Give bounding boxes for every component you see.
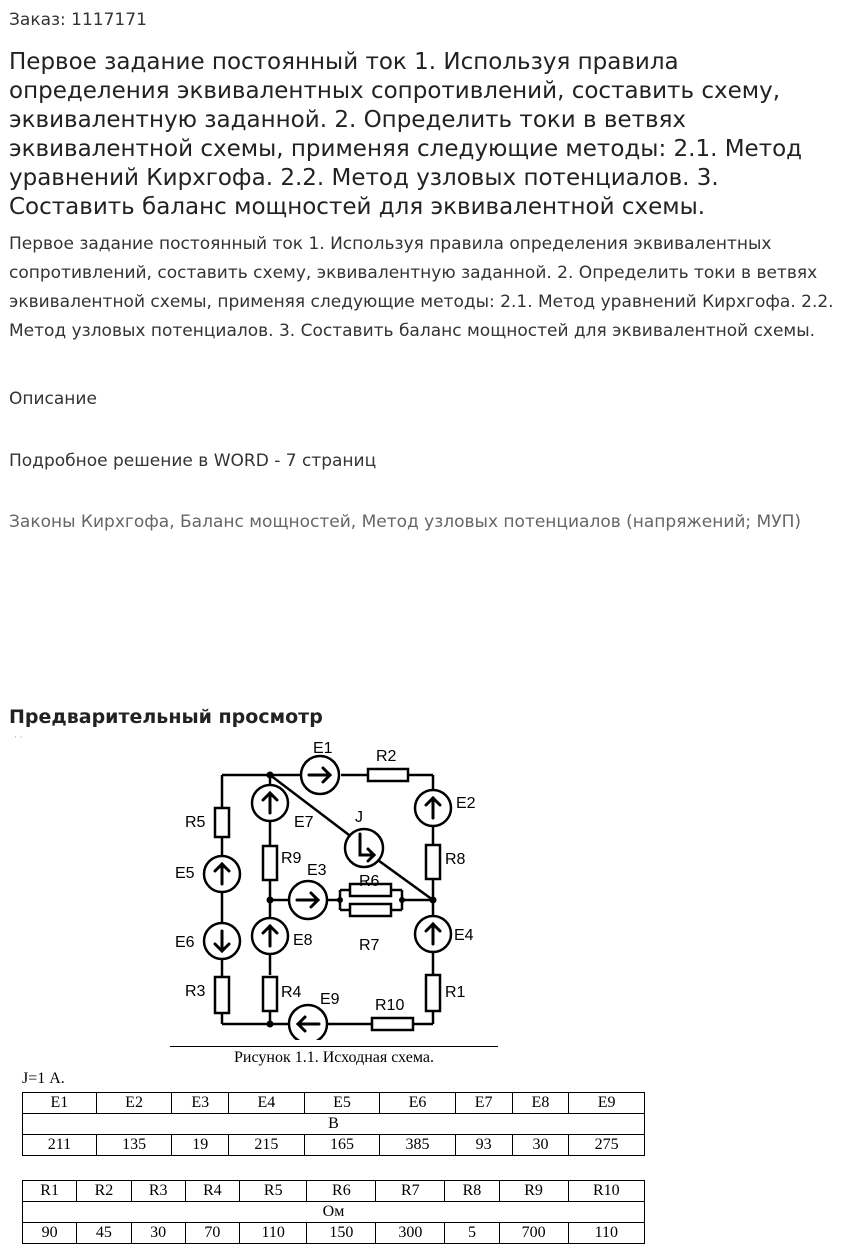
label-r3: R3 — [185, 983, 206, 1000]
resistor-r10 — [372, 1018, 413, 1030]
table-header-cell: E8 — [512, 1093, 569, 1114]
label-r1: R1 — [445, 984, 466, 1001]
resistor-r8 — [426, 845, 440, 879]
task-text: Первое задание постоянный ток 1. Используя правила определения эквивалентных сопротивлений, составить схему, эквивалентную заданной. 2. Определить токи в ветвях эквивалентной схемы, применяя следующие методы: 2.1. Метод уравнений Кирхгофа. 2.2. Метод узловых потенциалов. 3. Составить баланс мощностей для эквивалентной схемы. — [9, 234, 834, 341]
description-text: Подробное решение в WORD - 7 страниц — [9, 451, 377, 471]
preview-mark: · · — [14, 733, 23, 743]
table-header-cell: R3 — [131, 1181, 185, 1202]
tag-link-kirchhoff[interactable]: Законы Кирхгофа — [9, 512, 170, 532]
tag-link-node-potentials[interactable]: Метод узловых потенциалов (напряжений; МУП) — [361, 512, 801, 532]
tag-list — [9, 508, 844, 537]
table-header-cell: E3 — [172, 1093, 229, 1114]
unit-cell: Ом — [23, 1202, 645, 1223]
label-r8: R8 — [445, 851, 466, 868]
table-header-cell: E2 — [96, 1093, 172, 1114]
emf-table — [22, 1092, 645, 1156]
unit-cell: В — [23, 1114, 645, 1135]
current-source-j — [345, 829, 383, 867]
resistor-r1 — [426, 975, 440, 1011]
figure-caption: Рисунок 1.1. Исходная схема. — [234, 1049, 434, 1066]
label-r5: R5 — [185, 814, 206, 831]
table-header-cell: R8 — [445, 1181, 499, 1202]
table-cell: 275 — [569, 1135, 645, 1156]
label-r7: R7 — [359, 937, 380, 954]
table-header-cell: R6 — [307, 1181, 376, 1202]
table-cell: 90 — [23, 1223, 77, 1244]
table-header-cell: R7 — [376, 1181, 445, 1202]
table-cell: 300 — [376, 1223, 445, 1244]
label-e3: E3 — [307, 862, 327, 879]
table-header-cell: E4 — [229, 1093, 305, 1114]
description-heading: Описание — [9, 389, 97, 409]
order-number: Заказ: 1117171 — [9, 10, 147, 30]
table-header-cell: R1 — [23, 1181, 77, 1202]
table-header-cell: R2 — [77, 1181, 131, 1202]
table-cell: 5 — [445, 1223, 499, 1244]
preview-heading: Предварительный просмотр — [9, 706, 323, 728]
resistor-r9 — [263, 846, 277, 880]
label-e6: E6 — [175, 934, 195, 951]
resistor-r2 — [368, 769, 408, 781]
tag-separator: , — [169, 512, 180, 532]
table-cell: 110 — [568, 1223, 644, 1244]
table-cell: 165 — [304, 1135, 380, 1156]
label-j: J — [355, 809, 363, 826]
table-cell: 30 — [131, 1223, 185, 1244]
table-row — [23, 1114, 645, 1135]
resistor-r4 — [263, 977, 277, 1011]
label-r9: R9 — [281, 850, 302, 867]
table-row — [23, 1202, 645, 1223]
label-r2: R2 — [376, 748, 397, 765]
circuit-diagram — [160, 738, 505, 1040]
resistor-r7 — [350, 904, 391, 916]
table-cell: 110 — [240, 1223, 307, 1244]
label-r10: R10 — [375, 997, 405, 1014]
table-row — [23, 1181, 645, 1202]
table-row — [23, 1223, 645, 1244]
table-cell: 215 — [229, 1135, 305, 1156]
resistor-r3 — [215, 977, 229, 1013]
label-e1: E1 — [313, 740, 333, 757]
label-e5: E5 — [175, 865, 195, 882]
table-header-cell: R10 — [568, 1181, 644, 1202]
table-cell: 135 — [96, 1135, 172, 1156]
table-cell: 19 — [172, 1135, 229, 1156]
table-cell: 211 — [23, 1135, 97, 1156]
label-e7: E7 — [294, 814, 314, 831]
table-header-cell: E7 — [455, 1093, 512, 1114]
table-cell: 45 — [77, 1223, 131, 1244]
label-e4: E4 — [454, 927, 474, 944]
label-e2: E2 — [456, 795, 476, 812]
table-header-cell: E1 — [23, 1093, 97, 1114]
table-cell: 385 — [380, 1135, 456, 1156]
label-r4: R4 — [281, 984, 302, 1001]
table-row — [23, 1135, 645, 1156]
j-value: J=1 А. — [22, 1070, 65, 1087]
table-cell: 700 — [499, 1223, 568, 1244]
table-header-cell: E9 — [569, 1093, 645, 1114]
table-cell: 70 — [185, 1223, 239, 1244]
label-r6: R6 — [359, 873, 380, 890]
tag-separator: , — [350, 512, 362, 532]
table-header-cell: E5 — [304, 1093, 380, 1114]
table-header-cell: R4 — [185, 1181, 239, 1202]
table-cell: 150 — [307, 1223, 376, 1244]
table-header-cell: R5 — [240, 1181, 307, 1202]
table-header-cell: E6 — [380, 1093, 456, 1114]
table-cell: 93 — [455, 1135, 512, 1156]
resistor-r5 — [215, 808, 229, 837]
tag-link-power-balance[interactable]: Баланс мощностей — [180, 512, 351, 532]
label-e9: E9 — [320, 991, 340, 1008]
page-title: Первое задание постоянный ток 1. Используя правила определения эквивалентных сопротивлений, составить схему, эквивалентную заданной. 2. Определить токи в ветвях эквивалентной схемы, применяя следующие методы: 2.1. Метод уравнений Кирхгофа. 2.2. Метод узловых потенциалов. 3. Составить баланс мощностей для эквивалентной схемы. — [9, 49, 803, 220]
caption-divider — [170, 1046, 498, 1047]
table-row — [23, 1093, 645, 1114]
table-header-cell: R9 — [499, 1181, 568, 1202]
table-cell: 30 — [512, 1135, 569, 1156]
resistance-table — [22, 1180, 645, 1244]
label-e8: E8 — [293, 932, 313, 949]
